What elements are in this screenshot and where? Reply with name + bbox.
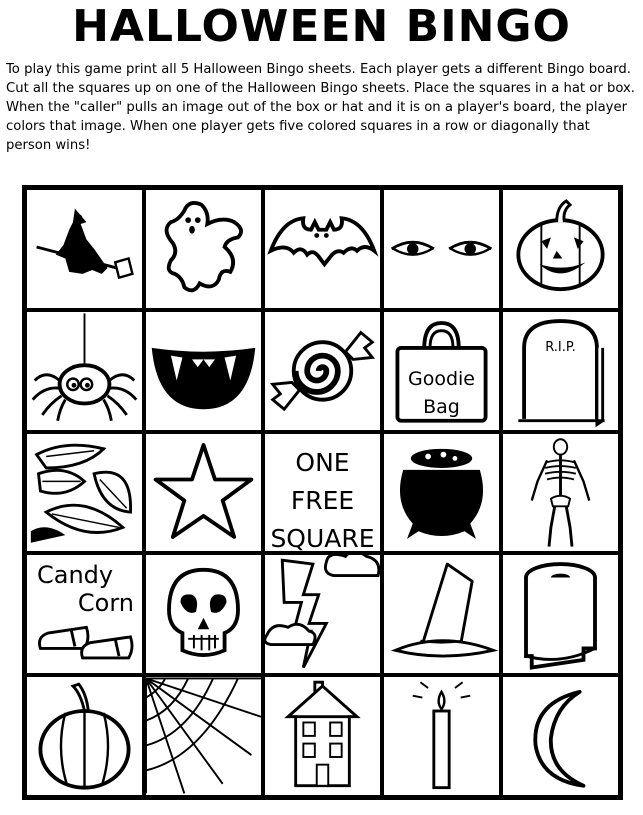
square-eyes xyxy=(382,188,501,310)
square-haunted-house xyxy=(263,675,382,797)
square-candy-corn xyxy=(25,553,144,675)
square-leaves xyxy=(25,432,144,554)
page-title: HALLOWEEN BINGO xyxy=(72,1,571,52)
witch-hat-icon xyxy=(384,555,499,673)
square-spider-web xyxy=(144,675,263,797)
star-icon xyxy=(146,434,261,552)
skull-icon xyxy=(146,555,261,673)
jack-o-lantern-icon xyxy=(503,190,618,308)
square-fangs xyxy=(144,310,263,432)
instructions-text: To play this game print all 5 Halloween Bingo sheets. Each player gets a different Bingo board. Cut all the squares up on one of the Halloween Bingo sheets. Place the squares in a hat or box. When the "caller" pulls an image out of the box or hat and it is on a player's board, the player colors that image. When one player gets five colored squares in a row or diagonally that person wins! xyxy=(6,62,635,153)
bat-icon xyxy=(265,190,380,308)
goodie-bag-label-line1: Goodie xyxy=(407,367,475,390)
free-square-line2: FREE xyxy=(290,485,355,515)
goodie-bag-label-line2: Bag xyxy=(423,395,460,418)
square-bat xyxy=(263,188,382,310)
free-square-line3: SQUARE xyxy=(270,523,375,553)
square-spider xyxy=(25,310,144,432)
square-toilet-paper xyxy=(501,553,620,675)
candy-corn-label-line2: Corn xyxy=(77,589,134,618)
skeleton-icon xyxy=(503,434,618,552)
leaves-icon xyxy=(27,434,142,552)
spider-icon xyxy=(27,312,142,430)
tombstone-label: R.I.P. xyxy=(545,339,576,355)
free-square-label xyxy=(265,444,380,554)
square-goodie-bag xyxy=(382,310,501,432)
haunted-house-icon xyxy=(265,677,380,795)
square-free xyxy=(263,432,382,554)
free-square-line1: ONE xyxy=(295,447,350,477)
square-star xyxy=(144,432,263,554)
spider-web-icon xyxy=(146,677,261,795)
square-candy xyxy=(263,310,382,432)
square-tombstone xyxy=(501,310,620,432)
square-witch xyxy=(25,188,144,310)
square-jack-o-lantern xyxy=(501,188,620,310)
square-lightning xyxy=(263,553,382,675)
square-cauldron xyxy=(382,432,501,554)
eyes-icon xyxy=(384,190,499,308)
fangs-icon xyxy=(146,312,261,430)
square-pumpkin xyxy=(25,675,144,797)
candle-icon xyxy=(384,677,499,795)
toilet-paper-icon xyxy=(503,555,618,673)
bingo-board xyxy=(22,185,623,800)
candy-icon xyxy=(265,312,380,430)
pumpkin-icon xyxy=(27,677,142,795)
witch-icon xyxy=(27,190,142,308)
square-skull xyxy=(144,553,263,675)
square-witch-hat xyxy=(382,553,501,675)
ghost-icon xyxy=(146,190,261,308)
square-moon xyxy=(501,675,620,797)
square-candle xyxy=(382,675,501,797)
square-skeleton xyxy=(501,432,620,554)
moon-icon xyxy=(503,677,618,795)
tombstone-icon xyxy=(503,312,618,430)
lightning-icon xyxy=(265,555,380,673)
cauldron-icon xyxy=(384,434,499,552)
candy-corn-icon xyxy=(27,555,142,673)
candy-corn-label-line1: Candy xyxy=(37,561,114,590)
square-ghost xyxy=(144,188,263,310)
